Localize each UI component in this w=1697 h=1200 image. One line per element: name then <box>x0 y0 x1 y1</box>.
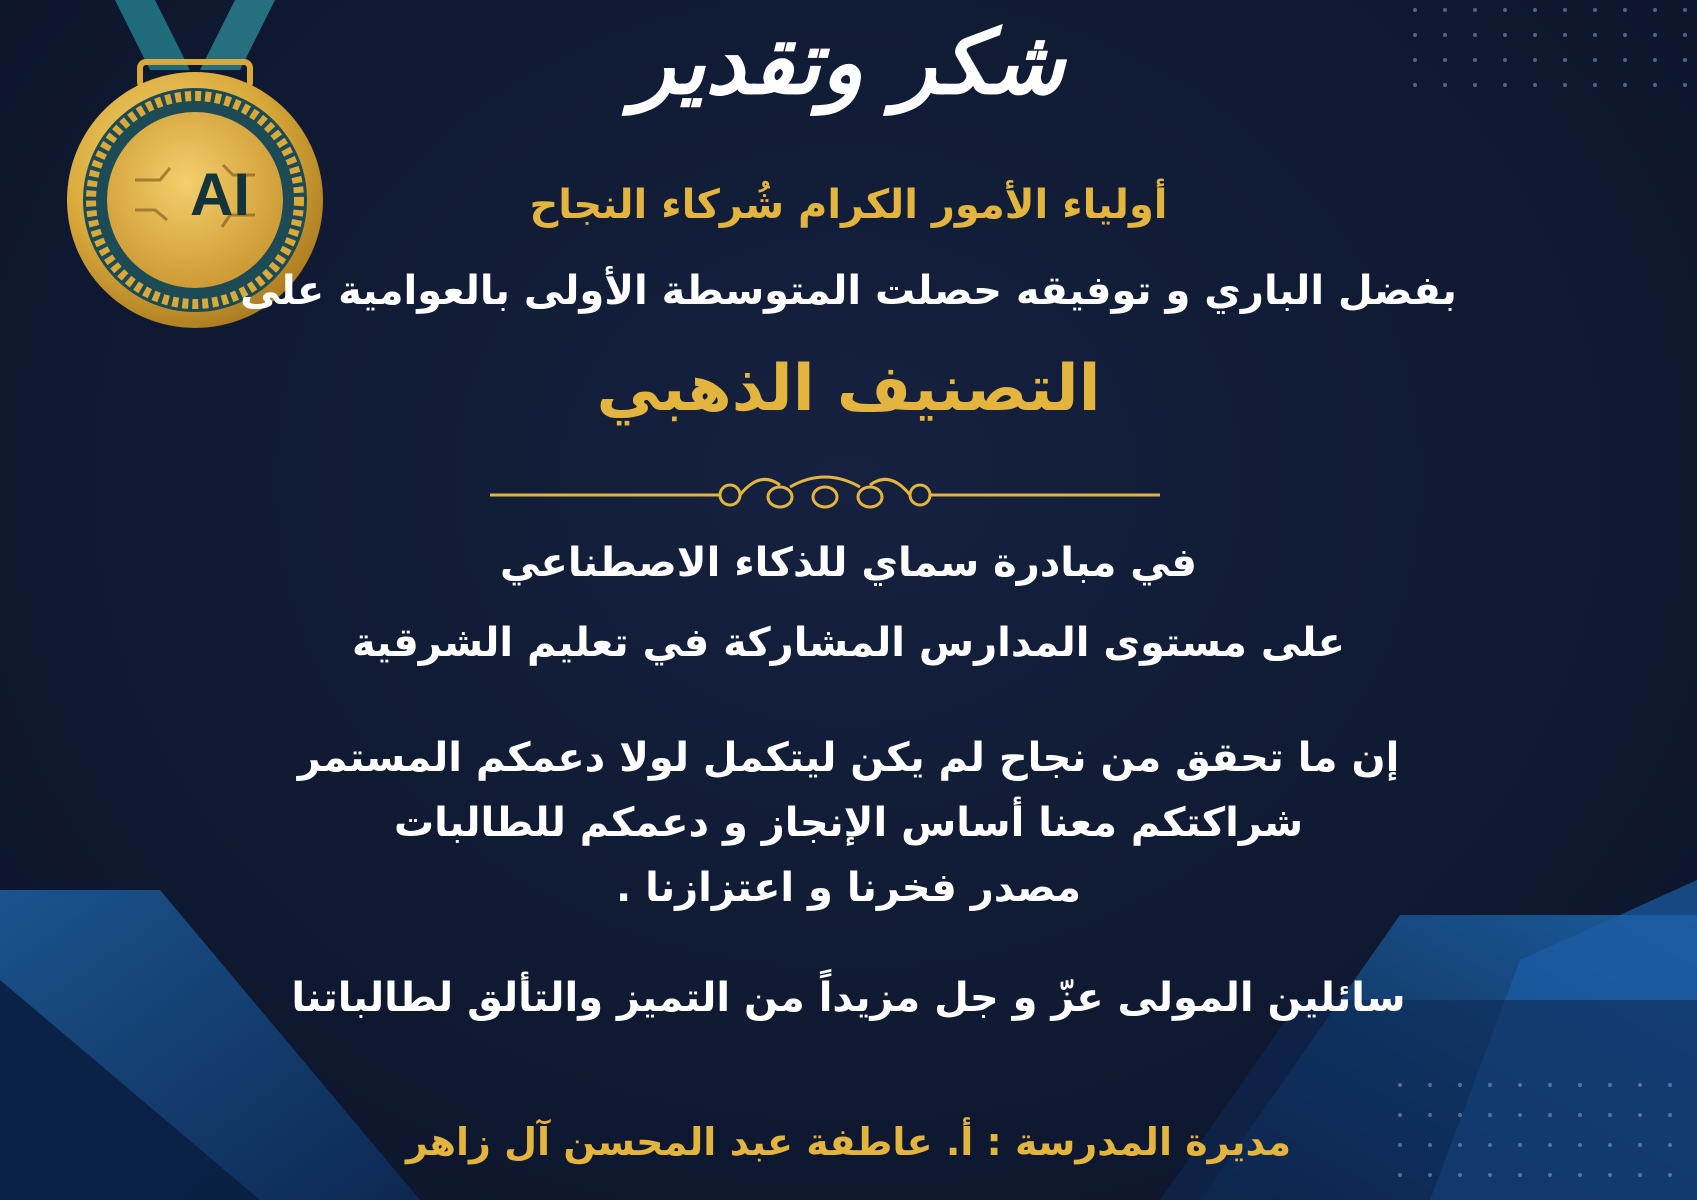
announcement-intro: بفضل الباري و توفيقه حصلت المتوسطة الأولى بالعوامية على <box>240 268 1457 314</box>
message-line-2: شراكتكم معنا أساس الإنجاز و دعمكم للطالبات <box>393 800 1304 846</box>
page-title: شكر وتقدير <box>632 10 1065 114</box>
initiative-line-2: على مستوى المدارس المشاركة في تعليم الشرقية <box>352 620 1345 666</box>
medal-label: AI <box>190 161 250 228</box>
message-line-1: إن ما تحقق من نجاح لم يكن ليتكمل لولا دعمكم المستمر <box>297 735 1400 781</box>
ornament-divider-icon <box>490 465 1160 525</box>
message-line-3: مصدر فخرنا و اعتزازنا . <box>615 865 1082 911</box>
initiative-line-1: في مبادرة سماي للذكاء الاصطناعي <box>500 540 1197 586</box>
salutation: أولياء الأمور الكرام شُركاء النجاح <box>529 182 1168 228</box>
principal-signature: مديرة المدرسة : أ. عاطفة عبد المحسن آل زاهر <box>405 1120 1292 1164</box>
award-title: التصنيف الذهبي <box>596 352 1101 426</box>
prayer-line: سائلين المولى عزّ و جل مزيداً من التميز والتألق لطالباتنا <box>291 975 1406 1021</box>
